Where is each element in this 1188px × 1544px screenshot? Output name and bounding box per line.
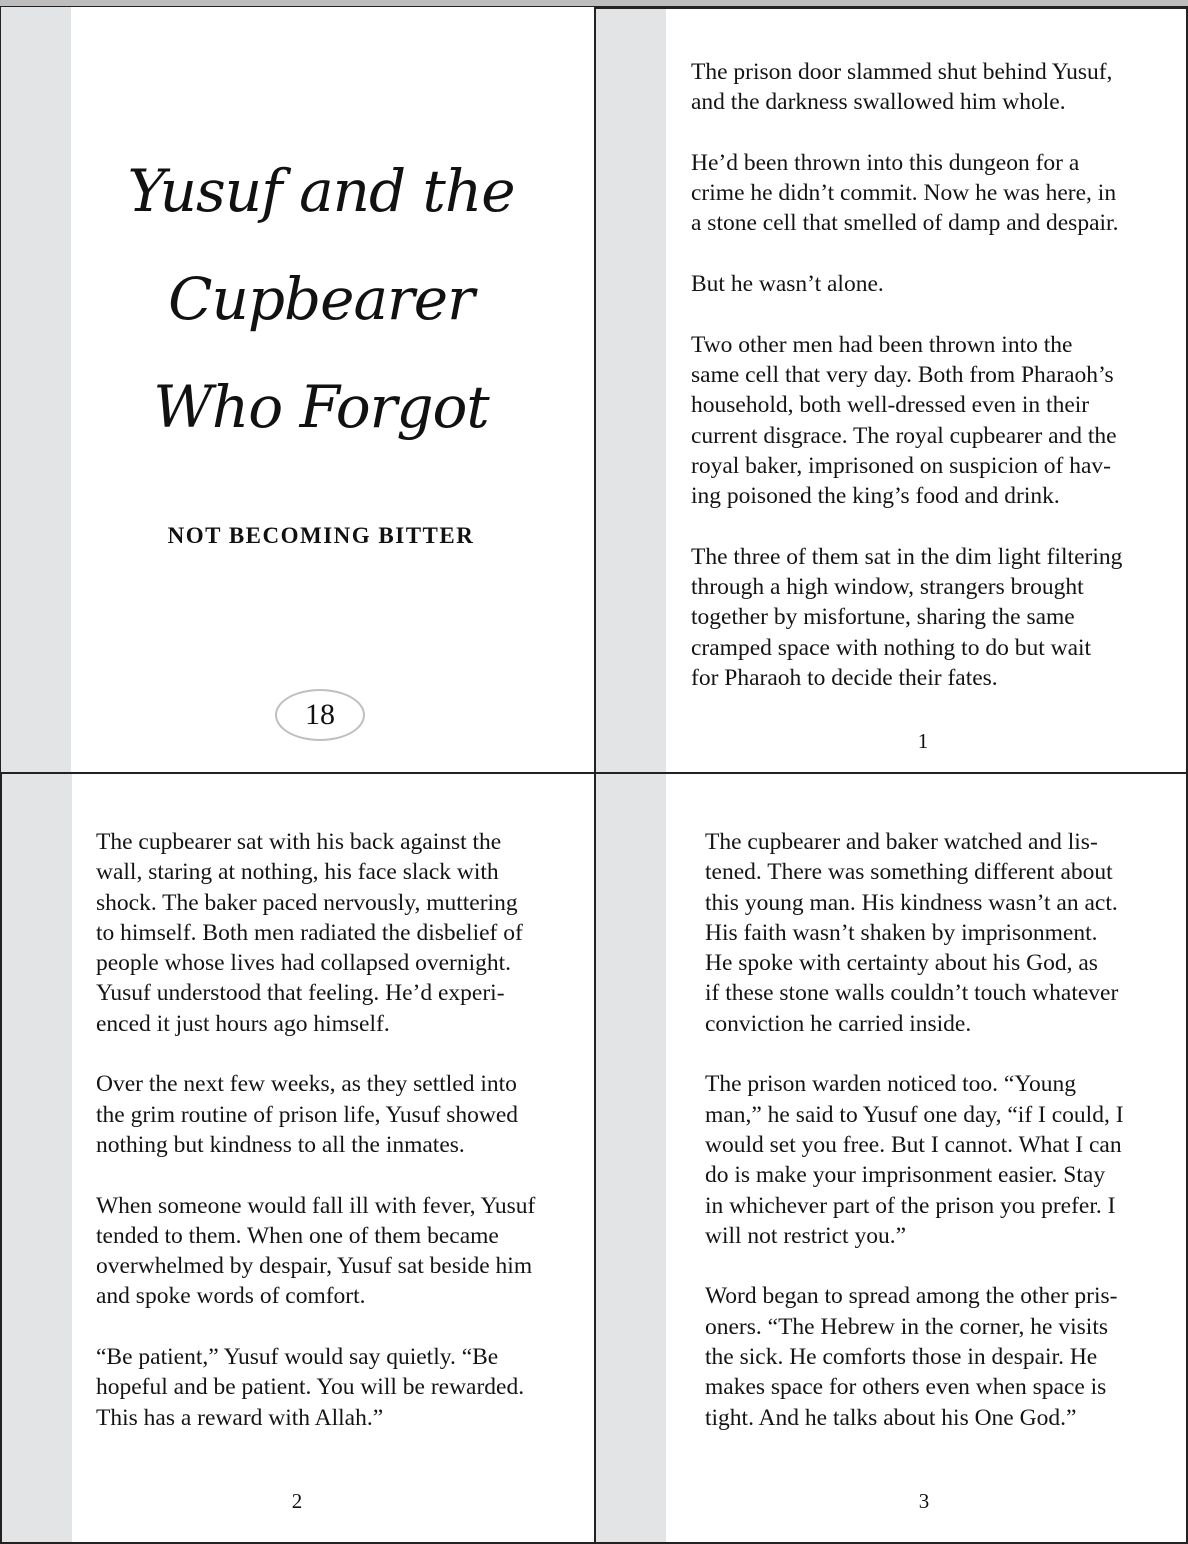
- text-line: His faith wasn’t shaken by imprisonment.: [705, 919, 1098, 946]
- book-title: [71, 137, 571, 461]
- text-line: royal baker, imprisoned on suspicion of hav-: [691, 452, 1112, 479]
- page-text: [691, 57, 1122, 693]
- text-line: this young man. His kindness wasn’t an act.: [705, 889, 1118, 916]
- text-line: Over the next few weeks, as they settled into: [96, 1071, 517, 1098]
- paragraph: [705, 1069, 1124, 1251]
- page-number: 2: [291, 1489, 303, 1513]
- text-line: wall, staring at nothing, his face slack with: [96, 859, 499, 886]
- text-line: people whose lives had collapsed overnight.: [96, 950, 512, 977]
- text-line: shock. The baker paced nervously, muttering: [96, 889, 518, 916]
- page-gutter: [596, 9, 666, 774]
- page-gutter: [2, 774, 72, 1542]
- page-gutter: [1, 7, 71, 773]
- text-line: The cupbearer sat with his back against the: [96, 829, 502, 855]
- text-line: oners. “The Hebrew in the corner, he visits: [705, 1313, 1108, 1340]
- title-line: Yusuf and the: [127, 157, 515, 225]
- text-line: man,” he said to Yusuf one day, “if I could, I: [705, 1101, 1124, 1128]
- page-3: [594, 772, 1188, 1544]
- text-line: tended to them. When one of them became: [96, 1222, 499, 1249]
- page-number: 1: [917, 729, 929, 753]
- page-number: 3: [918, 1489, 930, 1513]
- text-line: the sick. He comforts those in despair. He: [705, 1344, 1098, 1371]
- text-line: The prison warden noticed too. “Young: [705, 1071, 1076, 1098]
- text-line: ing poisoned the king’s food and drink.: [691, 483, 1060, 510]
- text-line: “Be patient,” Yusuf would say quietly. “Be: [96, 1344, 499, 1371]
- paragraph: [691, 57, 1122, 118]
- chapter-subtitle: NOT BECOMING BITTER: [167, 523, 475, 548]
- paragraph: [705, 827, 1124, 1039]
- text-line: same cell that very day. Both from Pharaoh’s: [691, 361, 1114, 388]
- text-line: tened. There was something different about: [705, 859, 1113, 886]
- page-text: [705, 827, 1124, 1433]
- page-text: [96, 827, 535, 1433]
- page-gutter: [596, 774, 666, 1542]
- text-line: But he wasn’t alone.: [691, 271, 884, 298]
- text-line: the grim routine of prison life, Yusuf showed: [96, 1101, 519, 1128]
- text-line: a stone cell that smelled of damp and despair.: [691, 210, 1119, 237]
- text-line: makes space for others even when space is: [705, 1374, 1107, 1401]
- text-line: through a high window, strangers brought: [691, 574, 1084, 601]
- text-line: overwhelmed by despair, Yusuf sat beside him: [96, 1253, 533, 1280]
- paragraph: [96, 1191, 535, 1312]
- text-line: together by misfortune, sharing the same: [691, 604, 1075, 631]
- text-line: The prison door slammed shut behind Yusuf,: [691, 59, 1113, 85]
- text-line: The cupbearer and baker watched and lis-: [705, 829, 1098, 855]
- text-line: hopeful and be patient. You will be rewarded.: [96, 1374, 525, 1401]
- text-line: When someone would fall ill with fever, Yusuf: [96, 1192, 536, 1219]
- page-1: [594, 6, 1188, 776]
- text-line: This has a reward with Allah.”: [96, 1404, 384, 1431]
- title-line: Cupbearer: [168, 265, 474, 333]
- title-line: Who Forgot: [153, 373, 489, 441]
- paragraph: [691, 269, 1122, 299]
- text-line: current disgrace. The royal cupbearer and the: [691, 422, 1117, 449]
- text-line: cramped space with nothing to do but wait: [691, 634, 1092, 661]
- text-line: enced it just hours ago himself.: [96, 1010, 390, 1037]
- text-line: for Pharaoh to decide their fates.: [691, 664, 998, 691]
- paragraph: [691, 542, 1122, 693]
- text-line: do is make your imprisonment easier. Stay: [705, 1162, 1106, 1189]
- text-line: tight. And he talks about his One God.”: [705, 1404, 1077, 1431]
- paragraph: [705, 1281, 1124, 1432]
- text-line: conviction he carried inside.: [705, 1010, 972, 1037]
- text-line: nothing but kindness to all the inmates.: [96, 1131, 465, 1158]
- text-line: Word began to spread among the other pris-: [705, 1283, 1118, 1310]
- text-line: The three of them sat in the dim light filtering: [691, 543, 1123, 570]
- text-line: He spoke with certainty about his God, as: [705, 950, 1098, 977]
- text-line: will not restrict you.”: [705, 1222, 907, 1249]
- text-line: He’d been thrown into this dungeon for a: [691, 149, 1080, 176]
- text-line: in whichever part of the prison you prefer. I: [705, 1192, 1116, 1219]
- text-line: and spoke words of comfort.: [96, 1283, 366, 1310]
- text-line: household, both well-dressed even in their: [691, 392, 1090, 419]
- text-line: Two other men had been thrown into the: [691, 331, 1073, 358]
- paragraph: [691, 330, 1122, 512]
- text-line: if these stone walls couldn’t touch whatever: [705, 980, 1119, 1007]
- text-line: crime he didn’t commit. Now he was here, in: [691, 180, 1117, 207]
- text-line: and the darkness swallowed him whole.: [691, 89, 1066, 116]
- paragraph: [96, 827, 535, 1039]
- text-line: would set you free. But I cannot. What I can: [705, 1131, 1122, 1158]
- text-line: Yusuf understood that feeling. He’d experi-: [96, 980, 505, 1007]
- chapter-number-badge: 18: [275, 689, 365, 741]
- page-2: [0, 772, 596, 1544]
- paragraph: [96, 1069, 535, 1160]
- paragraph: [96, 1342, 535, 1433]
- cover-page: [0, 6, 596, 774]
- text-line: to himself. Both men radiated the disbelief of: [96, 919, 523, 946]
- paragraph: [691, 148, 1122, 239]
